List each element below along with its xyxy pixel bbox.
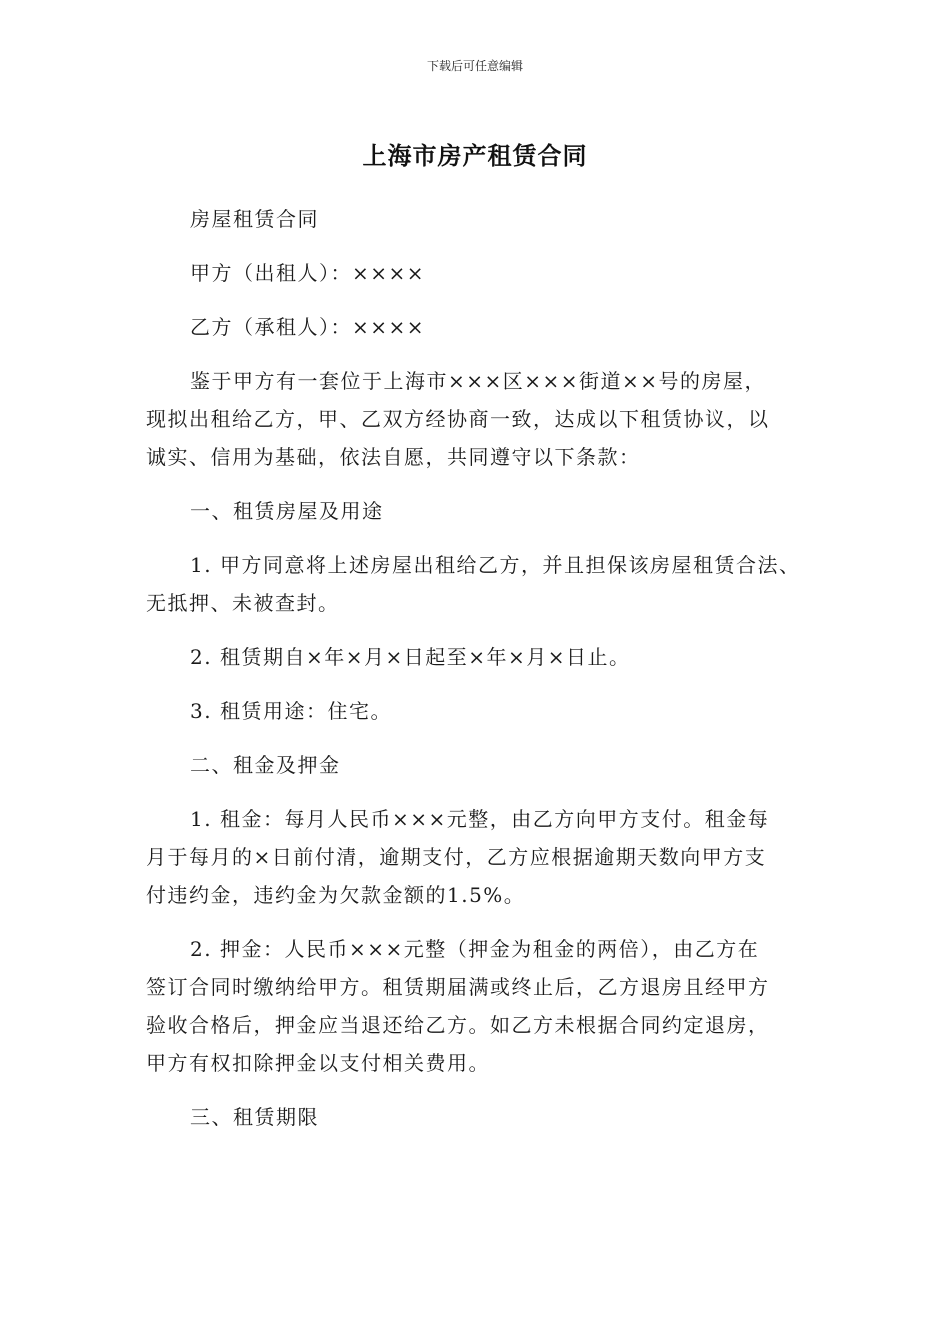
clause-1-2 [146, 638, 816, 676]
paragraph-line: 乙方（承租人）：×××× [190, 315, 426, 339]
paragraph-line: 1. 甲方同意将上述房屋出租给乙方，并且担保该房屋租赁合法、 [190, 553, 801, 577]
paragraph-line: 2. 租赁期自×年×月×日起至×年×月×日止。 [190, 645, 631, 669]
paragraph-line: 验收合格后，押金应当退还给乙方。如乙方未根据合同约定退房， [146, 1013, 770, 1037]
section-heading-1 [146, 492, 816, 530]
document-title: 上海市房产租赁合同 [362, 142, 588, 170]
paragraph-line: 诚实、信用为基础，依法自愿，共同遵守以下条款： [146, 445, 641, 469]
party-b [146, 308, 816, 346]
paragraph-line: 签订合同时缴纳给甲方。租赁期届满或终止后，乙方退房且经甲方 [146, 975, 770, 999]
paragraph-line: 三、租赁期限 [190, 1105, 319, 1129]
paragraph-line: 月于每月的×日前付清，逾期支付，乙方应根据逾期天数向甲方支 [146, 845, 767, 869]
paragraph-line: 2. 押金：人民币×××元整（押金为租金的两倍），由乙方在 [190, 937, 760, 961]
section-heading-3 [146, 1098, 816, 1136]
paragraph-line: 一、租赁房屋及用途 [190, 499, 384, 523]
party-a [146, 254, 816, 292]
paragraph-line: 付违约金，违约金为欠款金额的1.5%。 [146, 883, 526, 907]
clause-2-2 [146, 930, 816, 1082]
paragraph-line: 甲方有权扣除押金以支付相关费用。 [146, 1051, 490, 1075]
paragraph-line: 1. 租金：每月人民币×××元整，由乙方向甲方支付。租金每 [190, 807, 770, 831]
header-note: 下载后可任意编辑 [426, 59, 523, 73]
paragraph-line: 二、租金及押金 [190, 753, 341, 777]
section-heading-2 [146, 746, 816, 784]
paragraph-line: 鉴于甲方有一套位于上海市×××区×××街道××号的房屋， [190, 369, 767, 393]
paragraph-line: 无抵押、未被查封。 [146, 591, 340, 615]
document-body [146, 200, 816, 1152]
paragraph-line: 3. 租赁用途：住宅。 [190, 699, 392, 723]
paragraph-heading [146, 200, 816, 238]
clause-2-1 [146, 800, 816, 914]
paragraph-line: 甲方（出租人）：×××× [190, 261, 426, 285]
paragraph-line: 现拟出租给乙方，甲、乙双方经协商一致，达成以下租赁协议，以 [146, 407, 770, 431]
preamble [146, 362, 816, 476]
clause-1-1 [146, 546, 816, 622]
clause-1-3 [146, 692, 816, 730]
paragraph-line: 房屋租赁合同 [190, 207, 319, 231]
